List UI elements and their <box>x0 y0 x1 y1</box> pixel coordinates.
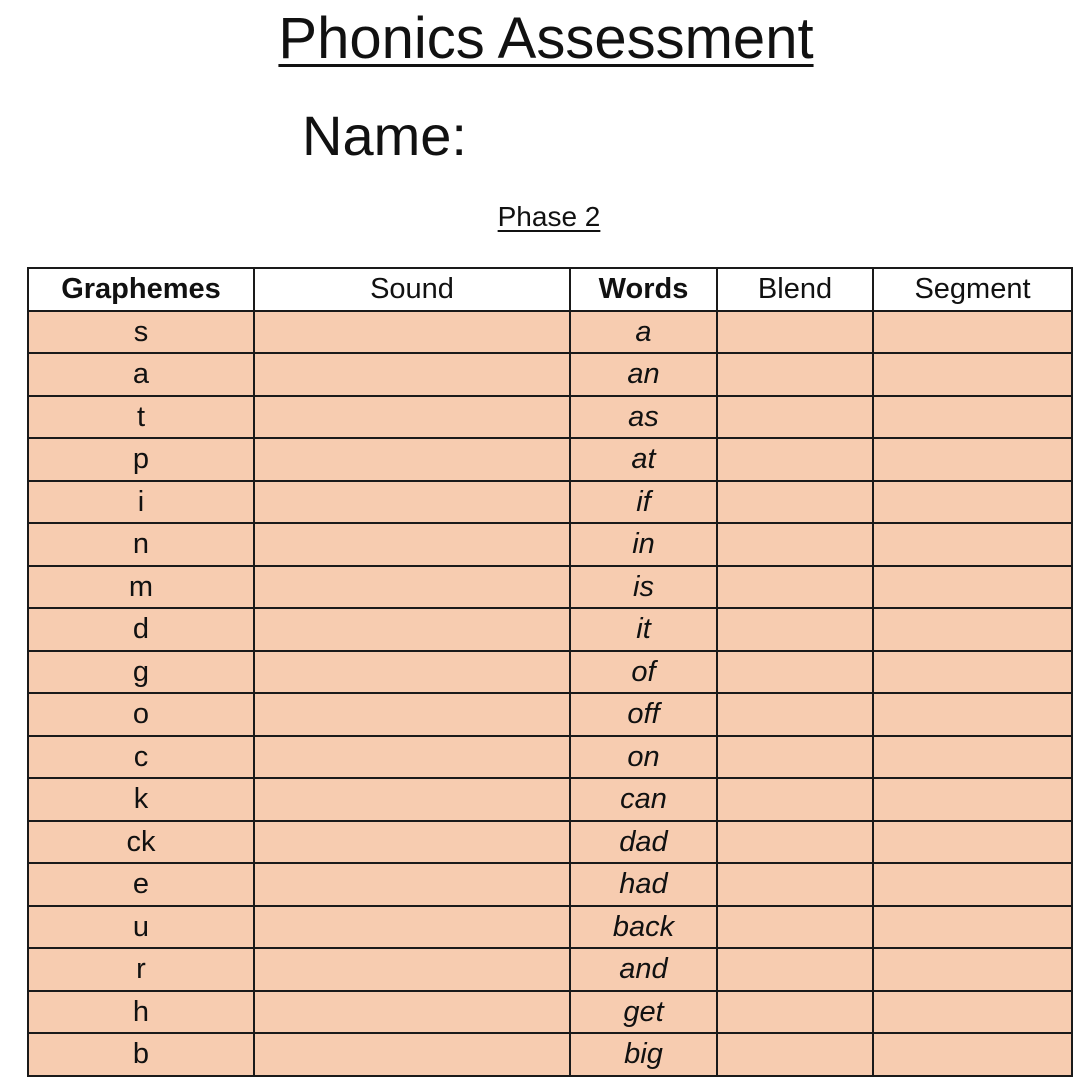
blend-cell[interactable] <box>717 906 873 949</box>
blend-cell[interactable] <box>717 693 873 736</box>
sound-cell[interactable] <box>254 608 570 651</box>
word-cell: can <box>570 778 717 821</box>
sound-cell[interactable] <box>254 311 570 354</box>
segment-cell[interactable] <box>873 438 1072 481</box>
word-cell: off <box>570 693 717 736</box>
segment-cell[interactable] <box>873 396 1072 439</box>
blend-cell[interactable] <box>717 778 873 821</box>
segment-cell[interactable] <box>873 566 1072 609</box>
grapheme-cell: h <box>28 991 254 1034</box>
segment-cell[interactable] <box>873 693 1072 736</box>
table-row <box>28 353 1072 396</box>
grapheme-cell: ck <box>28 821 254 864</box>
grapheme-cell: p <box>28 438 254 481</box>
table-row <box>28 736 1072 779</box>
blend-cell[interactable] <box>717 651 873 694</box>
table-row <box>28 821 1072 864</box>
blend-cell[interactable] <box>717 438 873 481</box>
word-cell: back <box>570 906 717 949</box>
segment-cell[interactable] <box>873 311 1072 354</box>
grapheme-cell: t <box>28 396 254 439</box>
segment-cell[interactable] <box>873 1033 1072 1076</box>
word-cell: a <box>570 311 717 354</box>
segment-cell[interactable] <box>873 523 1072 566</box>
sound-cell[interactable] <box>254 778 570 821</box>
sound-cell[interactable] <box>254 651 570 694</box>
blend-cell[interactable] <box>717 353 873 396</box>
table-row <box>28 906 1072 949</box>
table-row <box>28 948 1072 991</box>
sound-cell[interactable] <box>254 736 570 779</box>
segment-cell[interactable] <box>873 991 1072 1034</box>
sound-cell[interactable] <box>254 523 570 566</box>
grapheme-cell: m <box>28 566 254 609</box>
grapheme-cell: d <box>28 608 254 651</box>
grapheme-cell: k <box>28 778 254 821</box>
sound-cell[interactable] <box>254 396 570 439</box>
sound-cell[interactable] <box>254 863 570 906</box>
blend-cell[interactable] <box>717 608 873 651</box>
segment-cell[interactable] <box>873 906 1072 949</box>
blend-cell[interactable] <box>717 736 873 779</box>
word-cell: it <box>570 608 717 651</box>
grapheme-cell: e <box>28 863 254 906</box>
blend-cell[interactable] <box>717 948 873 991</box>
word-cell: had <box>570 863 717 906</box>
blend-cell[interactable] <box>717 566 873 609</box>
segment-cell[interactable] <box>873 608 1072 651</box>
blend-cell[interactable] <box>717 821 873 864</box>
word-cell: and <box>570 948 717 991</box>
table-row <box>28 311 1072 354</box>
header-words: Words <box>570 268 717 311</box>
sound-cell[interactable] <box>254 438 570 481</box>
table-row <box>28 778 1072 821</box>
word-cell: big <box>570 1033 717 1076</box>
word-cell: get <box>570 991 717 1034</box>
segment-cell[interactable] <box>873 863 1072 906</box>
word-cell: in <box>570 523 717 566</box>
table-row <box>28 991 1072 1034</box>
grapheme-cell: u <box>28 906 254 949</box>
word-cell: an <box>570 353 717 396</box>
word-cell: as <box>570 396 717 439</box>
header-segment: Segment <box>873 268 1072 311</box>
grapheme-cell: i <box>28 481 254 524</box>
word-cell: at <box>570 438 717 481</box>
table-row <box>28 651 1072 694</box>
grapheme-cell: r <box>28 948 254 991</box>
segment-cell[interactable] <box>873 736 1072 779</box>
grapheme-cell: a <box>28 353 254 396</box>
table-row <box>28 396 1072 439</box>
table-row <box>28 863 1072 906</box>
sound-cell[interactable] <box>254 948 570 991</box>
header-blend: Blend <box>717 268 873 311</box>
table-row <box>28 693 1072 736</box>
blend-cell[interactable] <box>717 311 873 354</box>
segment-cell[interactable] <box>873 481 1072 524</box>
blend-cell[interactable] <box>717 863 873 906</box>
grapheme-cell: o <box>28 693 254 736</box>
assessment-table <box>27 267 1073 1077</box>
table-row <box>28 608 1072 651</box>
word-cell: dad <box>570 821 717 864</box>
blend-cell[interactable] <box>717 396 873 439</box>
word-cell: of <box>570 651 717 694</box>
word-cell: is <box>570 566 717 609</box>
table-row <box>28 1033 1072 1076</box>
blend-cell[interactable] <box>717 523 873 566</box>
sound-cell[interactable] <box>254 353 570 396</box>
blend-cell[interactable] <box>717 1033 873 1076</box>
sound-cell[interactable] <box>254 821 570 864</box>
segment-cell[interactable] <box>873 821 1072 864</box>
header-graphemes: Graphemes <box>28 268 254 311</box>
table-row <box>28 438 1072 481</box>
grapheme-cell: g <box>28 651 254 694</box>
grapheme-cell: s <box>28 311 254 354</box>
grapheme-cell: b <box>28 1033 254 1076</box>
name-label: Name: <box>302 104 467 167</box>
sound-cell[interactable] <box>254 906 570 949</box>
blend-cell[interactable] <box>717 991 873 1034</box>
segment-cell[interactable] <box>873 778 1072 821</box>
sound-cell[interactable] <box>254 481 570 524</box>
segment-cell[interactable] <box>873 651 1072 694</box>
word-cell: on <box>570 736 717 779</box>
word-cell: if <box>570 481 717 524</box>
blend-cell[interactable] <box>717 481 873 524</box>
sound-cell[interactable] <box>254 1033 570 1076</box>
segment-cell[interactable] <box>873 948 1072 991</box>
page-title: Phonics Assessment <box>278 6 814 71</box>
grapheme-cell: c <box>28 736 254 779</box>
segment-cell[interactable] <box>873 353 1072 396</box>
grapheme-cell: n <box>28 523 254 566</box>
table-row <box>28 523 1072 566</box>
table-row <box>28 566 1072 609</box>
phase-heading: Phase 2 <box>497 201 601 232</box>
header-row <box>28 268 1072 311</box>
table-row <box>28 481 1072 524</box>
sound-cell[interactable] <box>254 991 570 1034</box>
table-body <box>28 311 1072 1076</box>
sound-cell[interactable] <box>254 693 570 736</box>
sound-cell[interactable] <box>254 566 570 609</box>
header-sound: Sound <box>254 268 570 311</box>
